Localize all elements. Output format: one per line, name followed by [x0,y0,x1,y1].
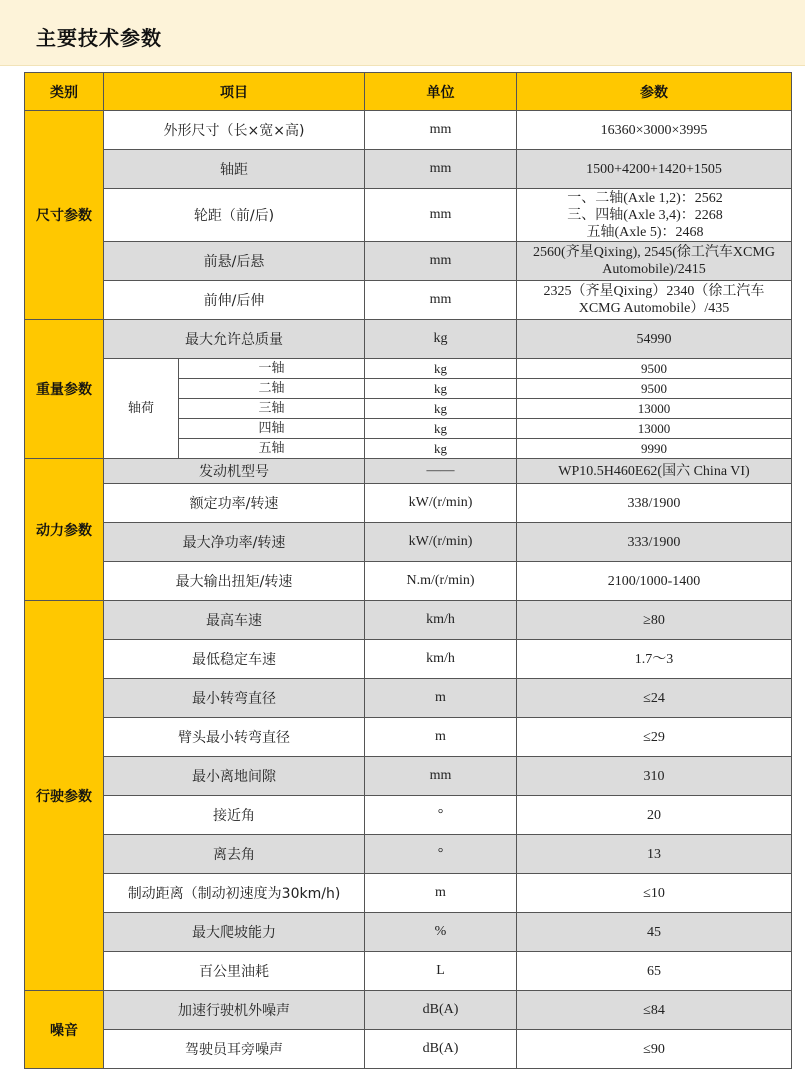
table-row [25,150,792,189]
spec-table [24,72,792,1069]
item-cell: 最大净功率/转速 [104,523,365,562]
item-cell: 驾驶员耳旁噪声 [104,1030,365,1069]
item-cell: 臂头最小转弯直径 [104,718,365,757]
axle-load-label: 轴荷 [104,359,179,459]
unit-cell: ° [365,796,517,835]
unit-cell: mm [365,150,517,189]
unit-cell: L [365,952,517,991]
category-driving: 行驶参数 [25,601,104,991]
item-cell: 制动距离（制动初速度为30km/h) [104,874,365,913]
value-cell: 2100/1000-1400 [517,562,792,601]
item-cell: 最小转弯直径 [104,679,365,718]
unit-cell: mm [365,757,517,796]
unit-cell: kg [365,320,517,359]
unit-cell: mm [365,281,517,320]
header-row [25,73,792,111]
item-cell: 最高车速 [104,601,365,640]
item-cell: 百公里油耗 [104,952,365,991]
item-cell: 加速行驶机外噪声 [104,991,365,1030]
unit-cell: kg [365,399,517,419]
unit-cell: kW/(r/min) [365,484,517,523]
table-row [25,718,792,757]
value-line: Automobile)/2415 [602,262,706,277]
table-row [25,952,792,991]
value-cell: 45 [517,913,792,952]
table-row [25,281,792,320]
value-cell: 13 [517,835,792,874]
axle-cell: 五轴 [179,439,365,459]
item-cell: 最大允许总质量 [104,320,365,359]
item-cell: 最大输出扭矩/转速 [104,562,365,601]
axle-cell: 三轴 [179,399,365,419]
unit-cell: km/h [365,601,517,640]
value-cell: 20 [517,796,792,835]
table-row [25,189,792,242]
axle-cell: 四轴 [179,419,365,439]
table-row [25,1030,792,1069]
category-noise: 噪音 [25,991,104,1069]
value-line: 2325（齐星Qixing）2340（徐工汽车 [543,284,765,299]
value-cell: ≤84 [517,991,792,1030]
unit-cell: dB(A) [365,1030,517,1069]
unit-cell: mm [365,111,517,150]
value-cell: 13000 [517,419,792,439]
item-cell: 离去角 [104,835,365,874]
table-row [25,679,792,718]
unit-cell: kg [365,379,517,399]
value-cell: 65 [517,952,792,991]
category-size: 尺寸参数 [25,111,104,320]
table-row [25,640,792,679]
value-cell: 1.7～3 [517,640,792,679]
table-row [25,601,792,640]
header-category: 类别 [25,73,104,111]
value-line: 五轴(Axle 5)：2468 [586,224,704,240]
unit-cell: ° [365,835,517,874]
table-row [25,796,792,835]
table-row [25,835,792,874]
value-cell: 1500+4200+1420+1505 [517,150,792,189]
item-cell: 前伸/后伸 [104,281,365,320]
axle-cell: 二轴 [179,379,365,399]
table-row [25,562,792,601]
unit-cell: m [365,874,517,913]
value-line: 2560(齐星Qixing), 2545(徐工汽车XCMG [533,245,775,260]
value-cell: 9990 [517,439,792,459]
table-row [25,523,792,562]
value-cell [517,189,792,242]
value-cell: 16360×3000×3995 [517,111,792,150]
page-title: 主要技术参数 [36,26,162,50]
table-row [25,484,792,523]
unit-cell: kW/(r/min) [365,523,517,562]
item-cell: 轮距（前/后) [104,189,365,242]
value-cell: 333/1900 [517,523,792,562]
value-cell: 310 [517,757,792,796]
item-cell: 最低稳定车速 [104,640,365,679]
value-cell: WP10.5H460E62(国六 China VI) [517,459,792,484]
unit-cell: kg [365,439,517,459]
value-cell: 338/1900 [517,484,792,523]
unit-cell: m [365,718,517,757]
unit-cell: N.m/(r/min) [365,562,517,601]
item-cell: 外形尺寸（长×宽×高) [104,111,365,150]
value-cell: 9500 [517,379,792,399]
table-row [25,242,792,281]
value-cell: ≤24 [517,679,792,718]
axle-cell: 一轴 [179,359,365,379]
item-cell: 接近角 [104,796,365,835]
value-cell: ≤29 [517,718,792,757]
item-cell: 轴距 [104,150,365,189]
item-cell: 额定功率/转速 [104,484,365,523]
item-cell: 最小离地间隙 [104,757,365,796]
value-cell [517,281,792,320]
table-row [25,874,792,913]
unit-cell: % [365,913,517,952]
table-row [25,320,792,359]
header-unit: 单位 [365,73,517,111]
item-cell: 发动机型号 [104,459,365,484]
table-row [25,459,792,484]
table-row [25,991,792,1030]
table-row [25,913,792,952]
header-item: 项目 [104,73,365,111]
table-row [25,111,792,150]
category-weight: 重量参数 [25,320,104,459]
value-cell: ≥80 [517,601,792,640]
value-cell [517,242,792,281]
value-line: XCMG Automobile）/435 [578,301,730,316]
unit-cell: km/h [365,640,517,679]
unit-cell: m [365,679,517,718]
category-power: 动力参数 [25,459,104,601]
item-cell: 前悬/后悬 [104,242,365,281]
value-line: 三、四轴(Axle 3,4)：2268 [567,207,723,223]
unit-cell: kg [365,419,517,439]
unit-cell: —— [365,459,517,484]
value-line: 一、二轴(Axle 1,2)：2562 [567,190,723,206]
value-cell: 13000 [517,399,792,419]
table-row [25,757,792,796]
value-cell: 54990 [517,320,792,359]
value-cell: ≤10 [517,874,792,913]
unit-cell: mm [365,189,517,242]
header-value: 参数 [517,73,792,111]
table-row [25,359,792,379]
unit-cell: dB(A) [365,991,517,1030]
value-cell: 9500 [517,359,792,379]
unit-cell: mm [365,242,517,281]
value-cell: ≤90 [517,1030,792,1069]
item-cell: 最大爬坡能力 [104,913,365,952]
title-bar [0,0,805,66]
unit-cell: kg [365,359,517,379]
